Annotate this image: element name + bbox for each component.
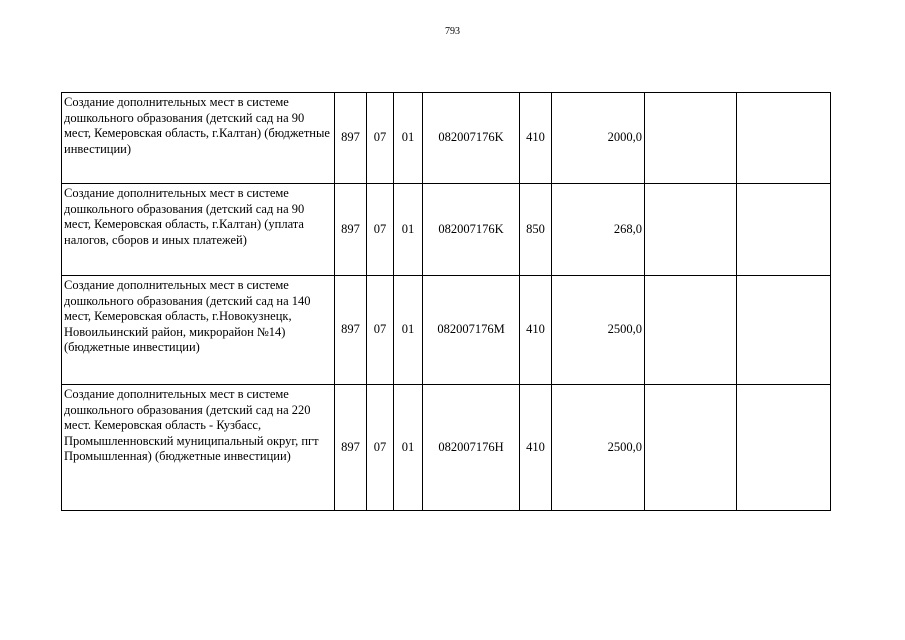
empty-cell: [737, 385, 831, 511]
section-code: 07: [367, 276, 394, 385]
table-row: [62, 385, 831, 511]
table-row: [62, 93, 831, 184]
page-number: 793: [445, 26, 460, 37]
empty-cell: [737, 93, 831, 184]
row-description: Создание дополнительных мест в системе дошкольного образования (детский сад на 140 мест, Кемеровская область, г.Новокузнецк, Новоильинский район, микрорайон №14) (бюджетные инвестиции): [62, 276, 335, 385]
section-code: 07: [367, 184, 394, 276]
empty-cell: [645, 385, 737, 511]
empty-cell: [737, 276, 831, 385]
ministry-code: 897: [335, 276, 367, 385]
section-code: 07: [367, 93, 394, 184]
target-article-code: 082007176H: [423, 385, 520, 511]
table-row: [62, 184, 831, 276]
empty-cell: [737, 184, 831, 276]
expense-type-code: 410: [520, 276, 552, 385]
empty-cell: [645, 93, 737, 184]
table-row: [62, 276, 831, 385]
expense-type-code: 410: [520, 93, 552, 184]
amount: 268,0: [552, 184, 645, 276]
budget-table: [61, 92, 831, 511]
amount: 2500,0: [552, 385, 645, 511]
row-description: Создание дополнительных мест в системе дошкольного образования (детский сад на 90 мест, Кемеровская область, г.Калтан) (бюджетные инвестиции): [62, 93, 335, 184]
ministry-code: 897: [335, 93, 367, 184]
subsection-code: 01: [394, 184, 423, 276]
ministry-code: 897: [335, 184, 367, 276]
empty-cell: [645, 276, 737, 385]
subsection-code: 01: [394, 276, 423, 385]
section-code: 07: [367, 385, 394, 511]
expense-type-code: 850: [520, 184, 552, 276]
expense-type-code: 410: [520, 385, 552, 511]
amount: 2000,0: [552, 93, 645, 184]
ministry-code: 897: [335, 385, 367, 511]
target-article-code: 082007176K: [423, 184, 520, 276]
subsection-code: 01: [394, 385, 423, 511]
target-article-code: 082007176K: [423, 93, 520, 184]
subsection-code: 01: [394, 93, 423, 184]
target-article-code: 082007176M: [423, 276, 520, 385]
row-description: Создание дополнительных мест в системе дошкольного образования (детский сад на 90 мест, Кемеровская область, г.Калтан) (уплата налогов, сборов и иных платежей): [62, 184, 335, 276]
amount: 2500,0: [552, 276, 645, 385]
empty-cell: [645, 184, 737, 276]
row-description: Создание дополнительных мест в системе дошкольного образования (детский сад на 220 мест. Кемеровская область - Кузбасс, Промышленновский муниципальный округ, пгт Промышленная) (бюджетные инвестиции): [62, 385, 335, 511]
